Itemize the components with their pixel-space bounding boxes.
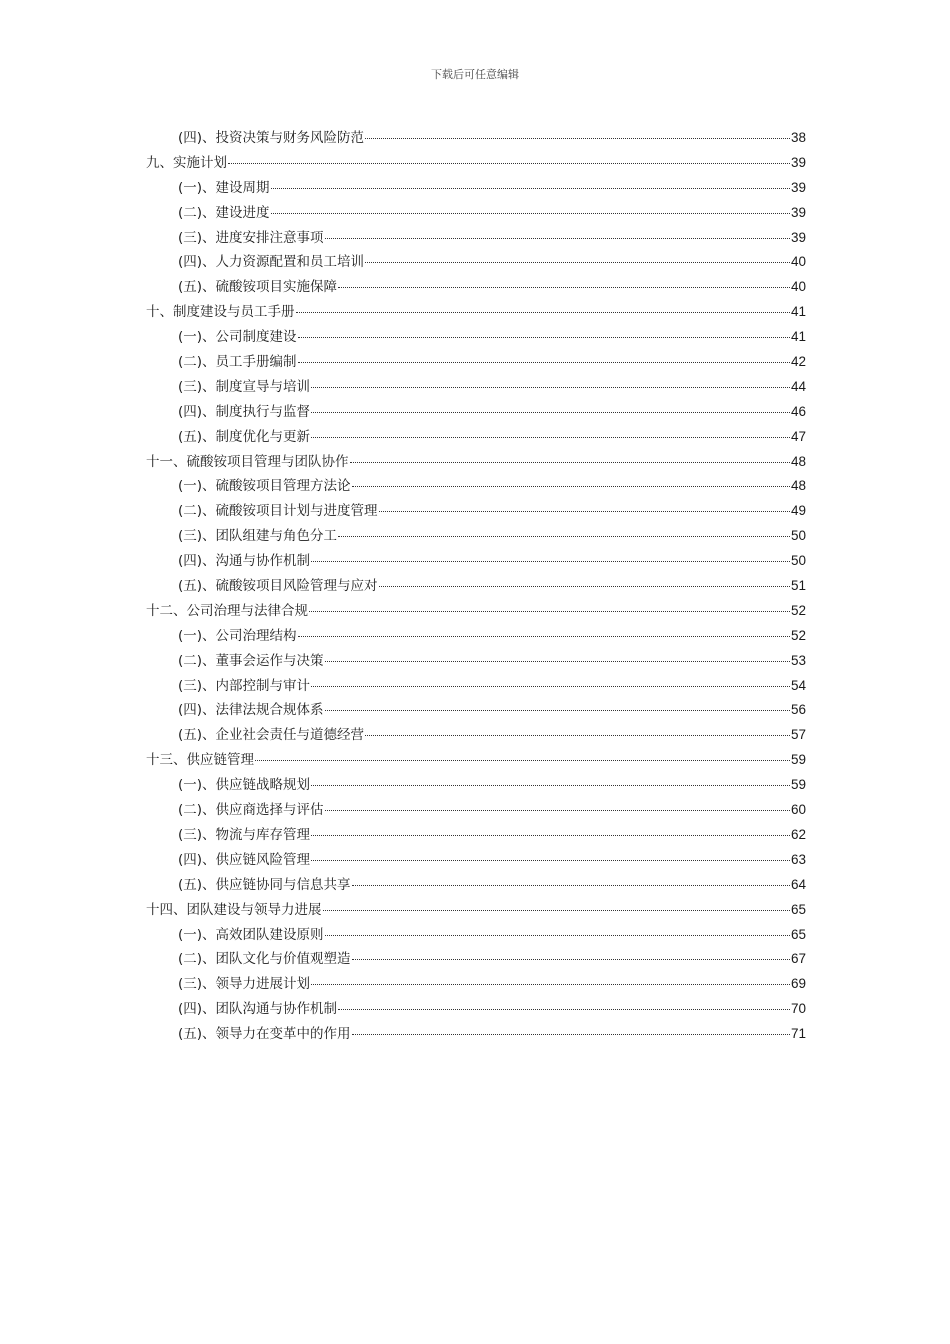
- toc-entry-page-number: 39: [790, 154, 806, 170]
- toc-entry-label: (二)、员工手册编制: [178, 354, 297, 371]
- toc-entry[interactable]: [146, 524, 806, 549]
- toc-entry[interactable]: [146, 923, 806, 948]
- toc-entry[interactable]: [146, 400, 806, 425]
- toc-entry[interactable]: [146, 798, 806, 823]
- toc-entry-page-number: 64: [790, 876, 806, 892]
- toc-entry-label: (二)、团队文化与价值观塑造: [178, 951, 351, 968]
- toc-entry-label: (一)、公司治理结构: [178, 627, 297, 644]
- toc-entry-label: 十一、硫酸铵项目管理与团队协作: [146, 453, 349, 470]
- toc-entry-label: (二)、建设进度: [178, 204, 270, 221]
- toc-entry-page-number: 70: [790, 1001, 806, 1017]
- toc-entry-page-number: 53: [790, 652, 806, 668]
- toc-entry[interactable]: [146, 1022, 806, 1047]
- toc-entry-page-number: 67: [790, 951, 806, 967]
- toc-entry-label: (四)、团队沟通与协作机制: [178, 1001, 338, 1018]
- toc-entry[interactable]: [146, 599, 806, 624]
- toc-entry-page-number: 65: [790, 901, 806, 917]
- toc-entry[interactable]: [146, 723, 806, 748]
- toc-entry-label: (四)、法律法规合规体系: [178, 702, 324, 719]
- toc-entry-page-number: 44: [790, 378, 806, 394]
- dot-leader: [311, 685, 790, 687]
- dot-leader: [323, 909, 790, 911]
- dot-leader: [379, 510, 790, 512]
- toc-entry-page-number: 56: [790, 702, 806, 718]
- toc-entry-page-number: 41: [790, 304, 806, 320]
- toc-entry-label: 九、实施计划: [146, 154, 227, 171]
- toc-entry[interactable]: [146, 226, 806, 251]
- toc-entry-page-number: 59: [790, 752, 806, 768]
- dot-leader: [311, 983, 790, 985]
- toc-entry-label: 十、制度建设与员工手册: [146, 304, 295, 321]
- toc-entry-page-number: 47: [790, 428, 806, 444]
- toc-entry[interactable]: [146, 176, 806, 201]
- toc-entry-page-number: 51: [790, 578, 806, 594]
- toc-entry-label: (二)、供应商选择与评估: [178, 802, 324, 819]
- toc-entry[interactable]: [146, 325, 806, 350]
- toc-entry-label: (四)、供应链风险管理: [178, 851, 311, 868]
- dot-leader: [325, 660, 790, 662]
- toc-entry-label: (三)、制度宣导与培训: [178, 378, 311, 395]
- page-header: 下载后可任意编辑: [431, 68, 519, 81]
- dot-leader: [325, 237, 790, 239]
- toc-entry[interactable]: [146, 375, 806, 400]
- toc-entry-page-number: 50: [790, 528, 806, 544]
- toc-entry[interactable]: [146, 450, 806, 475]
- toc-entry-page-number: 39: [790, 229, 806, 245]
- toc-entry[interactable]: [146, 972, 806, 997]
- toc-entry-page-number: 39: [790, 204, 806, 220]
- toc-entry-page-number: 42: [790, 354, 806, 370]
- toc-entry-page-number: 48: [790, 478, 806, 494]
- toc-entry-label: (四)、沟通与协作机制: [178, 553, 311, 570]
- table-of-contents: [146, 126, 806, 1047]
- toc-entry-page-number: 59: [790, 777, 806, 793]
- dot-leader: [352, 485, 790, 487]
- toc-entry-label: (五)、制度优化与更新: [178, 428, 311, 445]
- toc-entry-page-number: 52: [790, 602, 806, 618]
- toc-entry[interactable]: [146, 873, 806, 898]
- toc-entry[interactable]: [146, 898, 806, 923]
- dot-leader: [298, 361, 790, 363]
- toc-entry[interactable]: [146, 126, 806, 151]
- toc-entry-page-number: 40: [790, 254, 806, 270]
- toc-entry-page-number: 71: [790, 1026, 806, 1042]
- toc-entry-label: (三)、团队组建与角色分工: [178, 528, 338, 545]
- toc-entry[interactable]: [146, 350, 806, 375]
- dot-leader: [311, 560, 790, 562]
- dot-leader: [365, 734, 790, 736]
- toc-entry-label: (三)、进度安排注意事项: [178, 229, 324, 246]
- dot-leader: [311, 436, 790, 438]
- toc-entry-page-number: 50: [790, 553, 806, 569]
- dot-leader: [228, 162, 790, 164]
- toc-entry-label: 十二、公司治理与法律合规: [146, 602, 308, 619]
- toc-entry-page-number: 46: [790, 403, 806, 419]
- dot-leader: [311, 784, 790, 786]
- toc-entry-label: (三)、内部控制与审计: [178, 677, 311, 694]
- toc-entry[interactable]: [146, 574, 806, 599]
- toc-entry-label: (五)、企业社会责任与道德经营: [178, 727, 365, 744]
- toc-entry[interactable]: [146, 997, 806, 1022]
- toc-entry-label: (一)、硫酸铵项目管理方法论: [178, 478, 351, 495]
- toc-entry-page-number: 60: [790, 802, 806, 818]
- toc-entry[interactable]: [146, 823, 806, 848]
- toc-entry-page-number: 48: [790, 453, 806, 469]
- dot-leader: [325, 809, 790, 811]
- dot-leader: [352, 1033, 790, 1035]
- toc-entry-label: (三)、物流与库存管理: [178, 826, 311, 843]
- dot-leader: [311, 859, 790, 861]
- toc-entry-page-number: 40: [790, 279, 806, 295]
- toc-entry-page-number: 57: [790, 727, 806, 743]
- toc-entry-page-number: 65: [790, 926, 806, 942]
- dot-leader: [350, 461, 790, 463]
- dot-leader: [298, 635, 790, 637]
- toc-entry-page-number: 38: [790, 130, 806, 145]
- toc-entry-label: (四)、人力资源配置和员工培训: [178, 254, 365, 271]
- dot-leader: [298, 336, 790, 338]
- toc-entry[interactable]: [146, 201, 806, 226]
- toc-entry-page-number: 52: [790, 627, 806, 643]
- toc-entry[interactable]: [146, 674, 806, 699]
- toc-entry-page-number: 39: [790, 179, 806, 195]
- dot-leader: [325, 709, 790, 711]
- toc-entry-label: (一)、建设周期: [178, 179, 270, 196]
- toc-entry[interactable]: [146, 947, 806, 972]
- dot-leader: [311, 834, 790, 836]
- dot-leader: [271, 187, 790, 189]
- toc-entry[interactable]: [146, 649, 806, 674]
- dot-leader: [365, 261, 790, 263]
- toc-entry-label: (四)、制度执行与监督: [178, 403, 311, 420]
- toc-entry-label: (一)、高效团队建设原则: [178, 926, 324, 943]
- toc-entry[interactable]: [146, 698, 806, 723]
- toc-entry-label: (五)、领导力在变革中的作用: [178, 1026, 351, 1043]
- toc-entry[interactable]: [146, 748, 806, 773]
- dot-leader: [311, 386, 790, 388]
- toc-entry-label: (一)、供应链战略规划: [178, 777, 311, 794]
- toc-entry[interactable]: [146, 250, 806, 275]
- dot-leader: [338, 286, 790, 288]
- toc-entry[interactable]: [146, 773, 806, 798]
- toc-entry-page-number: 41: [790, 329, 806, 345]
- toc-entry-label: (四)、投资决策与财务风险防范: [178, 130, 365, 146]
- toc-entry[interactable]: [146, 848, 806, 873]
- toc-entry[interactable]: [146, 275, 806, 300]
- toc-entry-page-number: 62: [790, 826, 806, 842]
- toc-entry-page-number: 54: [790, 677, 806, 693]
- toc-entry[interactable]: [146, 474, 806, 499]
- toc-entry[interactable]: [146, 624, 806, 649]
- toc-entry-label: 十三、供应链管理: [146, 752, 254, 769]
- dot-leader: [296, 311, 790, 313]
- toc-entry-label: (一)、公司制度建设: [178, 329, 297, 346]
- toc-entry-page-number: 69: [790, 976, 806, 992]
- toc-entry-label: (三)、领导力进展计划: [178, 976, 311, 993]
- toc-entry[interactable]: [146, 549, 806, 574]
- dot-leader: [325, 934, 790, 936]
- dot-leader: [352, 884, 790, 886]
- toc-entry[interactable]: [146, 425, 806, 450]
- toc-entry-label: (五)、供应链协同与信息共享: [178, 876, 351, 893]
- dot-leader: [379, 585, 790, 587]
- toc-entry-label: (二)、硫酸铵项目计划与进度管理: [178, 503, 378, 520]
- toc-entry-page-number: 49: [790, 503, 806, 519]
- toc-entry[interactable]: [146, 499, 806, 524]
- dot-leader: [365, 137, 790, 139]
- toc-entry[interactable]: [146, 300, 806, 325]
- dot-leader: [311, 411, 790, 413]
- toc-entry-label: (五)、硫酸铵项目风险管理与应对: [178, 578, 378, 595]
- toc-entry-label: 十四、团队建设与领导力进展: [146, 901, 322, 918]
- toc-entry-label: (二)、董事会运作与决策: [178, 652, 324, 669]
- dot-leader: [271, 212, 790, 214]
- dot-leader: [338, 1008, 790, 1010]
- dot-leader: [255, 759, 790, 761]
- dot-leader: [352, 958, 790, 960]
- toc-entry[interactable]: [146, 151, 806, 176]
- toc-entry-page-number: 63: [790, 851, 806, 867]
- toc-entry-label: (五)、硫酸铵项目实施保障: [178, 279, 338, 296]
- dot-leader: [309, 610, 790, 612]
- dot-leader: [338, 535, 790, 537]
